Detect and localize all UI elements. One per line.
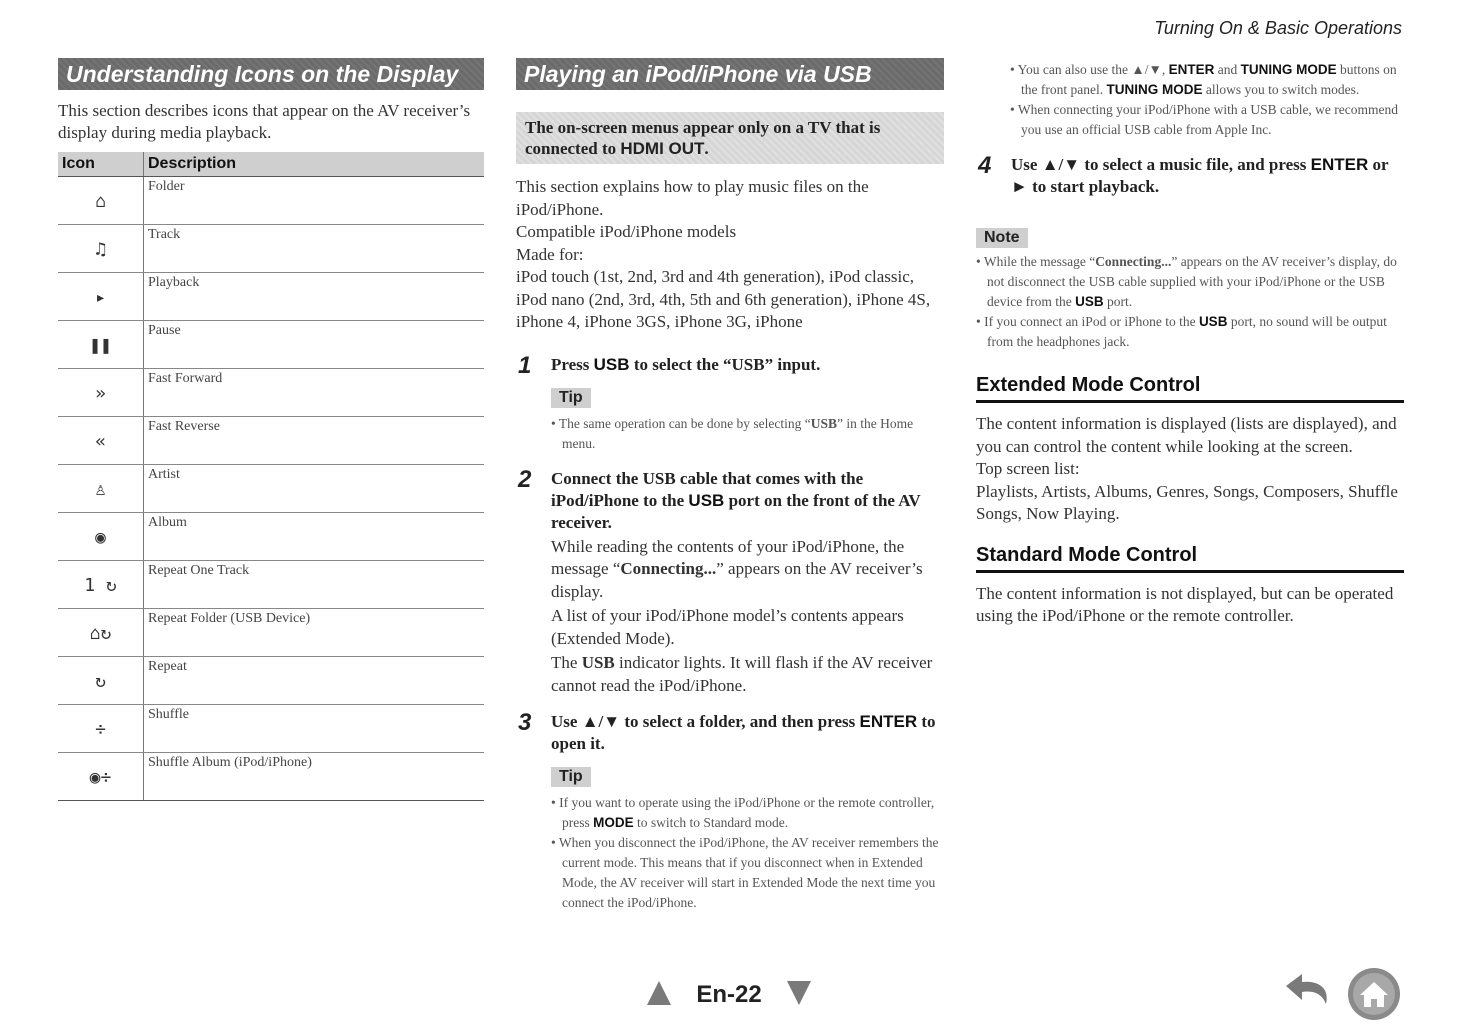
extended-mode-body [976, 413, 1404, 526]
table-row [58, 273, 484, 321]
section-banner: Playing an iPod/iPhone via USB [516, 58, 944, 90]
step-number: 3 [518, 709, 532, 736]
running-head: Turning On & Basic Operations [1154, 18, 1402, 38]
shuffle-icon: ÷ [58, 705, 144, 753]
table-row [58, 705, 484, 753]
extended-mode-heading: Extended Mode Control [976, 374, 1404, 403]
back-icon[interactable] [1280, 968, 1336, 1012]
icon-description: Artist [144, 465, 485, 513]
icon-description: Repeat One Track [144, 561, 485, 609]
previous-page-icon[interactable] [646, 980, 672, 1006]
step-term: USB [593, 354, 630, 374]
note-item: • If you connect an iPod or iPhone to the USB port, no sound will be output from the headphones jack. [976, 314, 1387, 349]
table-row [58, 657, 484, 705]
home-icon[interactable] [1346, 966, 1402, 1022]
usb-intro [516, 176, 944, 334]
tip-list [551, 414, 944, 454]
paragraph: Playlists, Artists, Albums, Genres, Songs, Composers, Shuffle Songs, Now Playing. [976, 481, 1398, 523]
next-page-icon[interactable] [786, 980, 812, 1006]
repeat-folder-icon: ⌂↻ [58, 609, 144, 657]
section-intro: This section describes icons that appear on the AV receiver’s display during media playback. [58, 101, 471, 142]
table-row [58, 177, 484, 225]
table-row [58, 465, 484, 513]
icons-section [58, 58, 484, 801]
paragraph: The content information is not displayed, but can be operated using the iPod/iPhone or the remote controller. [976, 583, 1394, 625]
step-text: to select the “USB” input. [633, 354, 821, 374]
step-2 [516, 465, 944, 698]
step-title: Use ▲/▼ to select a folder, and then press ENTER to open it. [551, 712, 936, 753]
step-title: Use ▲/▼ to select a music file, and press ENTER or ► to start playback. [1011, 155, 1389, 196]
icon-description: Repeat Folder (USB Device) [144, 609, 485, 657]
fast-forward-icon: » [58, 369, 144, 417]
step-number: 1 [518, 351, 532, 379]
icon-description: Folder [144, 177, 485, 225]
tip-label: Tip [551, 388, 591, 408]
step-4 [976, 154, 1404, 198]
icon-description: Playback [144, 273, 485, 321]
shuffle-album-icon: ◉÷ [58, 753, 144, 801]
step-paragraph: The USB indicator lights. It will flash if the AV receiver cannot read the iPod/iPhone. [551, 653, 933, 695]
pause-icon: ❚❚ [58, 321, 144, 369]
step-paragraph: A list of your iPod/iPhone model’s contents appears (Extended Mode). [551, 606, 904, 648]
ipod-usb-section [516, 58, 944, 913]
intro-line: Compatible iPod/iPhone models [516, 222, 737, 241]
playback-icon: ▸ [58, 273, 144, 321]
step-title [551, 354, 944, 376]
table-row [58, 513, 484, 561]
header-icon: Icon [58, 152, 144, 177]
icon-description: Album [144, 513, 485, 561]
icons-table [58, 152, 484, 801]
repeat-icon: ↻ [58, 657, 144, 705]
paragraph: The content information is displayed (lists are displayed), and you can control the content while looking at the screen. [976, 414, 1397, 456]
hdmi-note-text: The on-screen menus appear only on a TV that is connected to [525, 118, 881, 158]
icon-description: Repeat [144, 657, 485, 705]
fast-reverse-icon: « [58, 417, 144, 465]
folder-icon: ⌂ [58, 177, 144, 225]
intro-line: Made for: [516, 244, 584, 264]
icon-description: Track [144, 225, 485, 273]
repeat-one-icon: 1 ↻ [58, 561, 144, 609]
icon-description: Fast Reverse [144, 417, 485, 465]
step-paragraph: While reading the contents of your iPod/iPhone, the message “Connecting...” appears on the AV receiver’s display. [551, 536, 923, 601]
track-icon: ♫ [58, 225, 144, 273]
tip-item: • The same operation can be done by selecting “USB” in the Home menu. [551, 415, 914, 451]
play-icon: ► [1011, 177, 1028, 196]
tip-item: • When you disconnect the iPod/iPhone, the AV receiver remembers the current mode. This means that if you disconnect when in Extended Mode, the AV receiver will start in Extended Mode the next time you connect the iPod/iPhone. [551, 835, 939, 910]
note-item: • While the message “Connecting...” appears on the AV receiver’s display, do not disconnect the USB cable supplied with your iPod/iPhone or the USB device from the USB port. [976, 254, 1397, 309]
step-3 [516, 711, 944, 913]
table-row [58, 225, 484, 273]
standard-mode-heading: Standard Mode Control [976, 544, 1404, 573]
step-body [551, 536, 944, 698]
note-label: Note [976, 228, 1028, 248]
step-title: Connect the USB cable that comes with the iPod/iPhone to the USB port on the front of the AV receiver. [551, 468, 921, 532]
tip-item: • You can also use the ▲/▼, ENTER and TUNING MODE buttons on the front panel. TUNING MODE allows you to switch modes. [1010, 62, 1397, 97]
tip-list [551, 793, 944, 913]
column-3 [976, 60, 1404, 628]
table-row [58, 369, 484, 417]
hdmi-note-term: HDMI OUT [620, 139, 705, 158]
icon-description: Shuffle Album (iPod/iPhone) [144, 753, 485, 801]
table-row [58, 753, 484, 801]
standard-mode-body [976, 583, 1404, 628]
intro-line: This section explains how to play music files on the iPod/iPhone. [516, 177, 869, 219]
icon-description: Fast Forward [144, 369, 485, 417]
page-number: En-22 [696, 981, 762, 1008]
tip-item: • When connecting your iPod/iPhone with a USB cable, we recommend you use an official USB cable from Apple Inc. [1010, 102, 1399, 137]
album-icon: ◉ [58, 513, 144, 561]
tip-label: Tip [551, 767, 591, 787]
table-row [58, 609, 484, 657]
hdmi-note [516, 112, 944, 164]
step-text: Press [551, 354, 590, 374]
page-footer [0, 980, 1458, 1009]
step-number: 4 [978, 152, 992, 179]
step-1 [516, 351, 944, 454]
table-row [58, 321, 484, 369]
section-banner: Understanding Icons on the Display [58, 58, 484, 90]
table-row [58, 417, 484, 465]
note-list [976, 252, 1404, 352]
icon-description: Pause [144, 321, 485, 369]
tip-continued-list [1010, 60, 1404, 140]
step-number: 2 [518, 465, 532, 493]
table-row [58, 561, 484, 609]
intro-line: iPod touch (1st, 2nd, 3rd and 4th generation), iPod classic, iPod nano (2nd, 3rd, 4th, 5th and 6th generation), iPhone 4S, iPhone 4, iPhone 3GS, iPhone 3G, iPhone [516, 267, 931, 331]
header-description: Description [144, 152, 485, 177]
icon-description: Shuffle [144, 705, 485, 753]
paragraph: Top screen list: [976, 459, 1080, 478]
tip-item: • If you want to operate using the iPod/iPhone or the remote controller, press MODE to switch to Standard mode. [551, 795, 935, 830]
artist-icon: ♙ [58, 465, 144, 513]
hdmi-note-end: . [704, 139, 709, 158]
